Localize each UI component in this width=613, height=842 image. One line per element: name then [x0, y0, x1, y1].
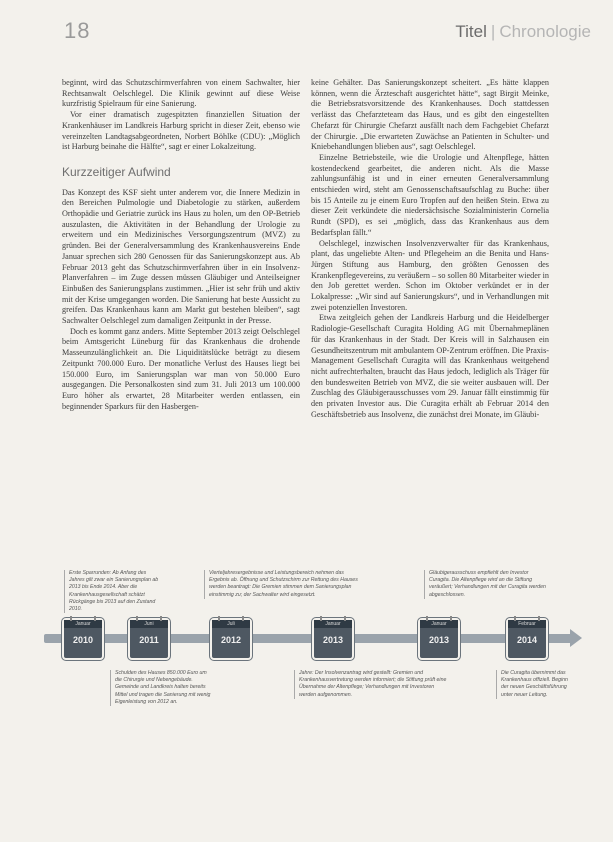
timeline-note: Die Curagita übernimmt das Krankenhaus offiziell. Beginn der neuen Geschäftsführung unter neuer Leitung. — [496, 670, 573, 699]
paragraph: Vor einer dramatisch zugespitzten finanziellen Situation der Krankenhäuser im Landkreis Harburg spricht in dieser Zeit, ebenso wie vereinzelten Landtagsabgeordneten, Norbert Böhlke (CDU): „Möglich ist Harburg beinahe die Hälfte“, sagt er einer Lokalzeitung. — [62, 110, 300, 152]
calendar-icon — [128, 618, 170, 660]
right-column — [311, 78, 549, 421]
calendar-icon — [210, 618, 252, 660]
timeline-arrow — [44, 634, 572, 643]
subheading: Kurzzeitiger Aufwind — [62, 164, 171, 179]
running-head-separator: | — [490, 22, 496, 41]
calendar-icon — [312, 618, 354, 660]
page-number: 18 — [64, 18, 91, 43]
timeline-note: Jahre: Der Insolvenzantrag wird gestellt: Gremien und Krankenhausvertretung werden informiert; die Stiftung prüft eine Übernahme der Altenpflege; Verhandlungen mit Investoren werden aufgenommen. — [294, 670, 449, 699]
running-head-title: Titel — [455, 22, 487, 41]
calendar-month: Januar — [420, 620, 458, 628]
paragraph: Einzelne Betriebsteile, wie die Urologie und Altenpflege, hätten kostendeckend gearbeitet, die anderen nicht. Als die Masse zahlungsunfähig ist und in einer erneuten Generalversammlung entschieden wird, steht am Genossenschaftsaufschlag zu Buche: über bis 15 Anteile zu je einem Euro Tropfen auf den heißen Stein. Etwa zu dieser Zeit verkündete die niedersächsische Sozialministerin Cornelia Rundt (SPD), es sei „möglich, dass das Krankenhaus aus dem Bedarfsplan fällt.“ — [311, 152, 549, 237]
timeline-note: Vierteljahresergebnisse und Leistungsbereich nehmen das Ergebnis ab. Öffnung und Schutzschirm zur Rettung des Hauses werden beantragt: Die Gremien stimmen dem Sanierungsplan einstimmig zu; der Sachwalter wird eingesetzt. — [204, 570, 359, 599]
calendar-icon — [506, 618, 548, 660]
paragraph: beginnt, wird das Schutzschirmverfahren von einem Sachwalter, hier Rechtsanwalt Oelschlegel. Die Klinik gewinnt auf diese Weise kurzfristig Spielraum für eine Sanierung. — [62, 78, 300, 109]
calendar-month: Februar — [508, 620, 546, 628]
calendar-year: 2010 — [72, 635, 94, 645]
calendar-month: Juni — [130, 620, 168, 628]
calendar-year: 2014 — [516, 635, 538, 645]
paragraph: Das Konzept des KSF sieht unter anderem vor, die Innere Medizin in den Bereichen Pulmologie und Diabetologie zu stärken, außerdem Orthopädie und Geriatrie zurück ins Haus zu holen, um den OP-Betrieb auszulasten, die Aktivitäten in der Behandlung der Urologie zu erweitern und ein Medizinisches Versorgungszentrum (MVZ) zu gründen. Bei der Generalversammlung des Krankenhausvereins Ende Januar sprechen sich 280 Genossen für das Sanierungskonzept aus. Ab Februar 2013 geht das Schutzschirmverfahren über in ein Insolvenz-Planverfahren – im Zuge dessen müssen Gläubiger und Anteilseigner Einbußen des Sanierungsplans zustimmen. „Hier ist sehr früh und aktiv mit der Krise umgegangen worden. Die Sanierung hat beste Aussicht zu greifen. Das Krankenhaus kann am Markt gut bestehen bleiben“, sagt Sachwalter Oelschlegel zum damaligen Zeitpunkt in der Presse. — [62, 187, 300, 326]
calendar-month: Januar — [64, 620, 102, 628]
left-column — [62, 78, 300, 412]
paragraph: Doch es kommt ganz anders. Mitte September 2013 zeigt Oelschlegel beim Amtsgericht Lüneburg für das Krankenhaus die drohende Masseunzulänglichkeit an. Die Liquiditätslücke beträgt zu diesem Zeitpunkt 700.000 Euro. Der monatliche Verlust des Hauses liegt bei 150.000 Euro, im Sanierungsplan war man von 50.000 Euro ausgegangen. Die Personalkosten sind zum 31. Juli 2013 um 100.000 Euro höher als erwartet, 28 Mitarbeiter werden entlassen, ein beginnender Sparkurs für den Hasbergen- — [62, 326, 300, 411]
timeline-note: Gläubigerausschuss empfiehlt den Investor Curagita. Die Altenpflege wird an die Stiftung veräußert; Verhandlungen mit der Curagita werden abgeschlossen. — [424, 570, 549, 599]
calendar-month: Juli — [212, 620, 250, 628]
running-head-section: Chronologie — [499, 22, 591, 41]
timeline — [44, 566, 572, 726]
timeline-note: Erste Sparrunden: Ab Anfang des Jahres gilt zwar ein Sanierungsplan ab 2013 bis Ende 2014. Aber die Krankenhausgesellschaft schätzt Rückgänge bis 2013 auf den Zustand 2010. — [64, 570, 161, 613]
calendar-icon — [62, 618, 104, 660]
paragraph: Etwa zeitgleich gehen der Landkreis Harburg und die Heidelberger Radiologie-Gesellschaft Curagita Holding AG mit Übernahmeplänen für das Krankenhaus in der Stadt. Der Kreis will in Salzhausen ein Gesundheitszentrum mit ambulantem OP-Zentrum eröffnen. Die Praxis-Management Gesellschaft Curagita will das Krankenhaus weitgehend nicht aufrechterhalten, braucht das Haus jedoch, lediglich als Träger für den bundesweiten Betrieb von MVZ, die sie weiter ausbauen will. Der Zuschlag des Gläubigerausschusses vom 29. Januar fällt einstimmig für den privaten Investor aus. Die Curagita erhält ab Februar 2014 den Geschäftsbetrieb aus Insolvenz, die zunächst drei Monate, im Gläubi- — [311, 313, 549, 419]
calendar-year: 2013 — [428, 635, 450, 645]
running-head — [455, 22, 591, 42]
timeline-note: Schulden des Hauses 850.000 Euro um die Chirurgie und Nebengebäude. Gemeinde und Landkreis halten bereits Mittel und tragen die Sanierung mit wenig Eigenleistung von 2012 an. — [110, 670, 211, 706]
calendar-year: 2011 — [139, 635, 159, 645]
paragraph: Oelschlegel, inzwischen Insolvenzverwalter für das Krankenhaus, plant, das ungeliebte Alten- und Pflegeheim an die Benita und Hans-Jürgen Stiftung aus Hamburg, den größten Genossen des Krankenpflegevereins, zu veräußern – so sollen 80 Mitarbeiter wieder in den Job gerettet werden. Schon im Oktober verkündet er in der Lokalpresse: „Wir sind auf Sanierungskurs“, und in Verhandlungen mit zwei potenziellen Investoren. — [311, 238, 549, 312]
calendar-month: Januar — [314, 620, 352, 628]
calendar-icon — [418, 618, 460, 660]
calendar-year: 2013 — [322, 635, 344, 645]
paragraph: keine Gehälter. Das Sanierungskonzept scheitert. „Es hätte klappen können, wenn die Ärzteschaft ausgerichtet hätte“, sagt Birgit Meinke, die Betriebsratsvorsitzende des Krankenhauses. Doch stattdessen verlässt das Chefarzteteam das Haus, und es gibt den eingestellten Chefarzt für Chirurgie Chefarzt ausfällt nach dem Fachgebiet Chefarzt der Chirurgie. „Die erwarteten Zuwächse an Patienten in Schulter- und Kniebehandlungen blieben aus“, sagt Oelschlegel. — [311, 78, 549, 152]
calendar-year: 2012 — [220, 635, 242, 645]
